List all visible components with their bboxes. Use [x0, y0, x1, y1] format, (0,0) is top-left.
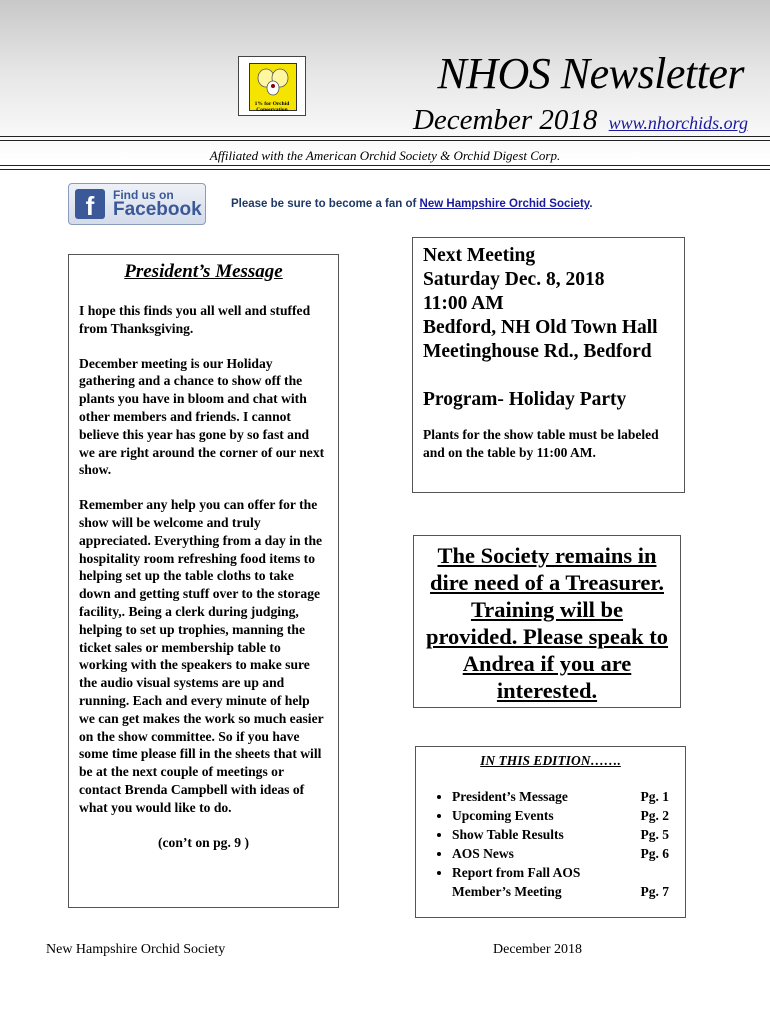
next-meeting-box: [412, 237, 685, 493]
toc-item-page: Pg. 6: [640, 846, 669, 861]
issue-date: December 2018: [412, 104, 598, 136]
presidents-message-paragraph: I hope this finds you all well and stuffed from Thanksgiving.: [79, 303, 311, 336]
header-divider-bottom: [0, 165, 770, 166]
toc-item-page: Pg. 1: [640, 789, 669, 804]
next-meeting-heading: Next Meeting: [423, 245, 536, 266]
toc-item: [452, 863, 669, 882]
toc-item-page: Pg. 5: [640, 827, 669, 842]
meeting-date: Saturday Dec. 8, 2018: [423, 269, 605, 290]
header-divider-bottom-2: [0, 169, 770, 170]
orchid-conservation-logo: [238, 56, 306, 116]
newsletter-title: NHOS Newsletter: [437, 49, 744, 98]
table-of-contents: [432, 787, 669, 901]
meeting-address: Meetinghouse Rd., Bedford: [423, 341, 652, 362]
footer-society-name: New Hampshire Orchid Society: [46, 942, 226, 957]
toc-item: [452, 787, 669, 806]
logo-caption: 1% for Orchid Conservation: [254, 101, 290, 113]
society-facebook-link[interactable]: New Hampshire Orchid Society: [419, 198, 590, 210]
presidents-message-paragraph: Remember any help you can offer for the show will be welcome and truly appreciated. Everything from a day in the hospitality room refreshing food items to helping set up the table cloths to take down and getting stuff over to the storage facility,. Being a clerk during judging, helping to set up trophies, manning the ticket sales or membership table to working with the speakers to make sure the audio visual systems are up and running. Each and every minute of help we can get makes the work so much easier on the show committee. So if you have some time please fill in the sheets that will be at the next couple of meetings or contact Brenda Campbell with ideas of what you would like to do.: [79, 497, 324, 815]
issue-date-line: [413, 104, 748, 137]
toc-item-title: • Show Table Results: [452, 827, 564, 842]
treasurer-notice-line: The Society remains in: [437, 543, 657, 568]
presidents-message-box: [68, 254, 339, 908]
header-divider-top: [0, 136, 770, 137]
toc-item-title: • President’s Message: [452, 789, 568, 804]
facebook-icon: f: [75, 189, 105, 219]
toc-item: [452, 825, 669, 844]
toc-item-title: • Upcoming Events: [452, 808, 554, 823]
toc-item-page: Pg. 2: [640, 808, 669, 823]
header-divider-top-2: [0, 140, 770, 141]
toc-item-title: • Report from Fall AOS: [452, 865, 581, 880]
facebook-fan-line: [231, 198, 593, 210]
toc-item-page: Pg. 7: [640, 884, 669, 899]
treasurer-notice-box: [413, 535, 681, 708]
facebook-badge-line1: Find us on: [113, 188, 174, 202]
facebook-badge-line2: Facebook: [113, 199, 202, 220]
meeting-program: Program- Holiday Party: [423, 389, 627, 410]
toc-item: [452, 844, 669, 863]
toc-item-title: Member’s Meeting: [452, 884, 562, 899]
fan-text: Please be sure to become a fan of: [231, 198, 420, 210]
treasurer-notice-line: provided. Please speak to: [425, 624, 669, 649]
footer-date: December 2018: [493, 942, 583, 957]
meeting-time: 11:00 AM: [423, 293, 504, 314]
fan-end: .: [589, 198, 593, 210]
in-this-edition-box: [415, 746, 686, 918]
meeting-location: Bedford, NH Old Town Hall: [423, 317, 658, 338]
treasurer-notice-line: dire need of a Treasurer.: [430, 570, 664, 595]
toc-item-continuation: [452, 882, 669, 901]
treasurer-notice-line: interested.: [496, 678, 598, 703]
facebook-badge[interactable]: [68, 183, 206, 225]
toc-item: [452, 806, 669, 825]
website-link[interactable]: www.nhorchids.org: [608, 113, 748, 133]
presidents-message-paragraph: December meeting is our Holiday gathering and a chance to show off the plants you have in bloom and chat with other members and friends. I cannot believe this year has gone by so fast and we are right around the corner of our next show.: [79, 355, 325, 478]
in-this-edition-heading: IN THIS EDITION…….: [480, 753, 621, 768]
treasurer-notice-line: Training will be: [470, 597, 624, 622]
affiliation-line: Affiliated with the American Orchid Society & Orchid Digest Corp.: [209, 148, 561, 163]
treasurer-notice-line: Andrea if you are: [462, 651, 632, 676]
presidents-message-heading: President’s Message: [124, 261, 283, 282]
show-table-note: Plants for the show table must be labeled and on the table by 11:00 AM.: [423, 427, 659, 460]
continued-note: (con’t on pg. 9 ): [157, 834, 249, 850]
toc-item-title: • AOS News: [452, 846, 514, 861]
